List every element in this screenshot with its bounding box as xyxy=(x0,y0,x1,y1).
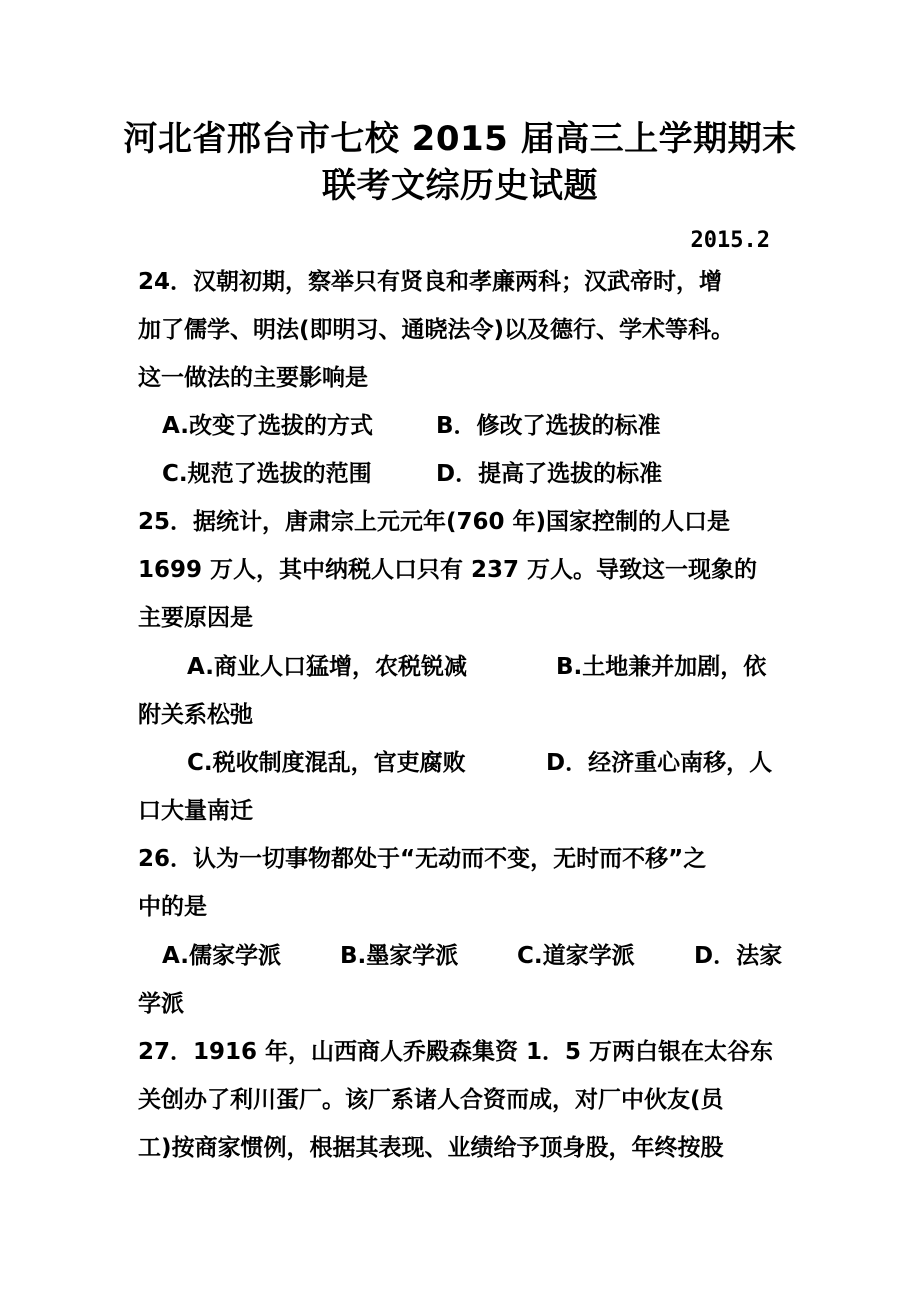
question-25-option-c: C.税收制度混乱，官吏腐败 xyxy=(187,750,466,776)
question-24-option-b: B．修改了选拔的标准 xyxy=(436,413,661,439)
exam-title-line-2: 联考文综历史试题 xyxy=(322,166,598,206)
question-26-stem-line-1: 26．认为一切事物都处于“无动而不变，无时而不移”之 xyxy=(138,846,707,872)
question-24-stem-line-2: 加了儒学、明法(即明习、通晓法令)以及德行、学术等科。 xyxy=(138,317,735,343)
question-26-option-a: A.儒家学派 xyxy=(162,943,281,969)
exam-title-line-1: 河北省邢台市七校 2015 届高三上学期期末 xyxy=(123,119,797,159)
question-26-option-c: C.道家学派 xyxy=(517,943,635,969)
question-26-option-b: B.墨家学派 xyxy=(340,943,459,969)
question-24-option-c: C.规范了选拔的范围 xyxy=(162,461,372,487)
question-24-option-a: A.改变了选拔的方式 xyxy=(162,413,373,439)
question-25-option-d: D．经济重心南移，人 xyxy=(546,750,773,776)
question-25-stem-line-3: 主要原因是 xyxy=(138,605,253,631)
question-26-stem-line-2: 中的是 xyxy=(138,894,207,920)
question-25-option-a: A.商业人口猛增，农税锐减 xyxy=(187,654,467,680)
question-25-option-d-continuation: 口大量南迁 xyxy=(138,798,253,824)
question-24-stem-line-3: 这一做法的主要影响是 xyxy=(138,365,368,391)
question-26-option-d: D．法家 xyxy=(694,943,783,969)
question-26-option-d-continuation: 学派 xyxy=(138,991,184,1017)
question-24-stem-line-1: 24．汉朝初期，察举只有贤良和孝廉两科；汉武帝时，增 xyxy=(138,269,723,295)
question-27-stem-line-2: 关创办了利川蛋厂。该厂系诸人合资而成，对厂中伙友(员 xyxy=(138,1087,724,1113)
question-24-option-d: D．提高了选拔的标准 xyxy=(436,461,663,487)
question-25-option-b: B.土地兼并加剧，依 xyxy=(556,654,767,680)
question-27-stem-line-1: 27．1916 年，山西商人乔殿森集资 1．5 万两白银在太谷东 xyxy=(138,1039,774,1065)
question-25-option-b-continuation: 附关系松弛 xyxy=(138,702,253,728)
question-25-stem-line-2: 1699 万人，其中纳税人口只有 237 万人。导致这一现象的 xyxy=(138,557,758,583)
question-25-stem-line-1: 25．据统计，唐肃宗上元元年(760 年)国家控制的人口是 xyxy=(138,509,731,535)
exam-date: 2015.2 xyxy=(690,228,770,253)
question-27-stem-line-3: 工)按商家惯例，根据其表现、业绩给予顶身股，年终按股 xyxy=(138,1135,724,1161)
